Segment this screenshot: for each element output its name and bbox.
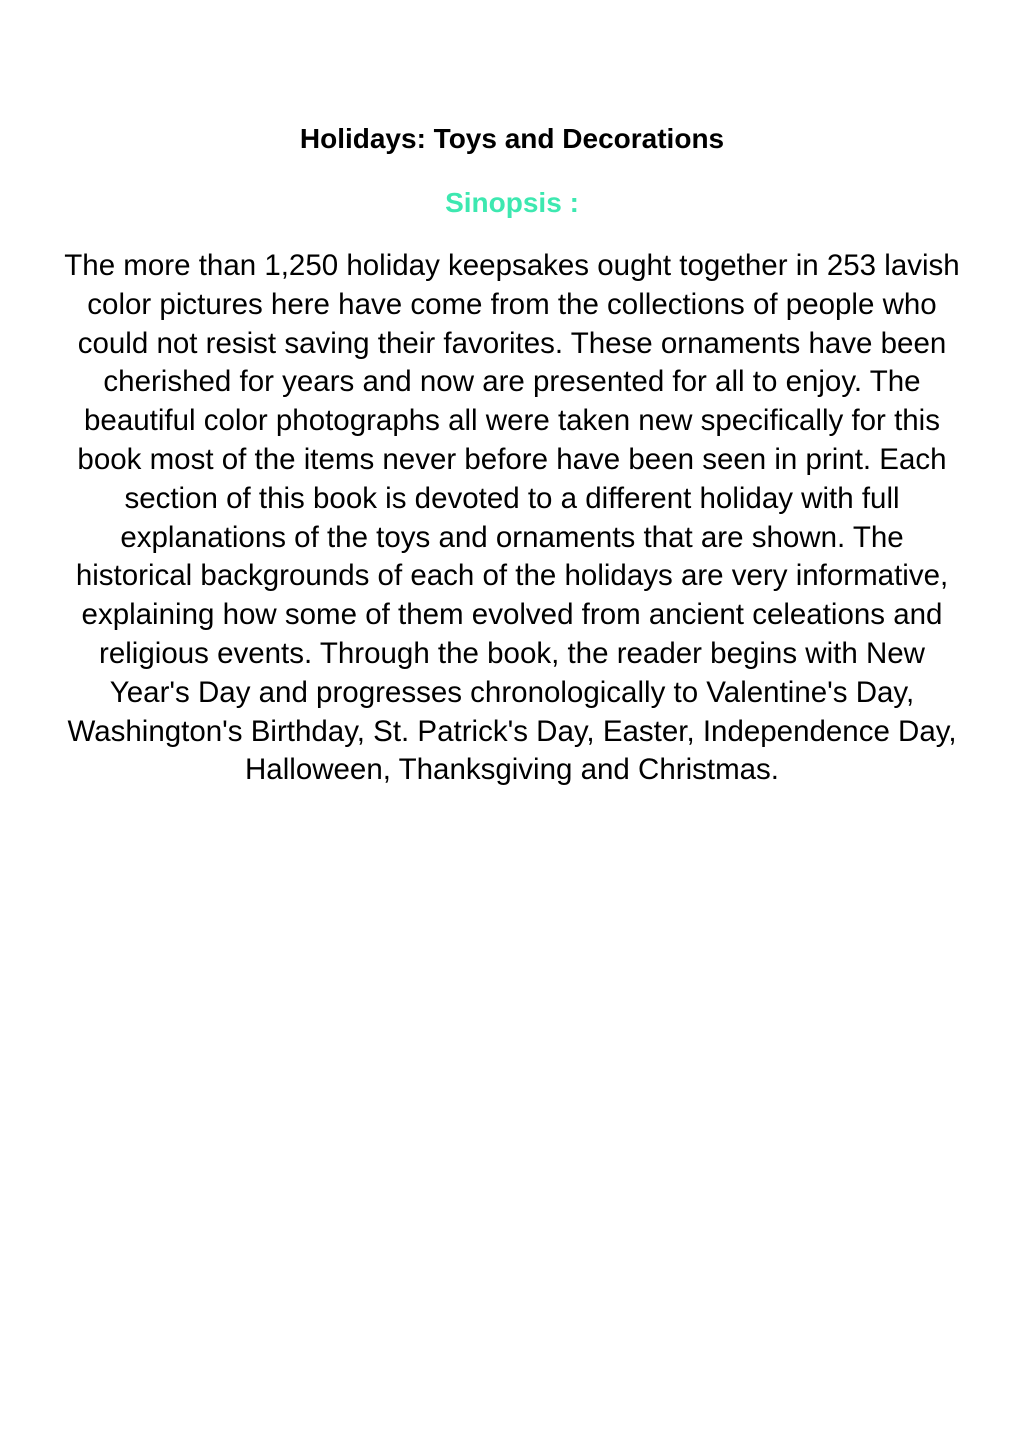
synopsis-text: The more than 1,250 holiday keepsakes ought together in 253 lavish color pictures here have come from the collections of people who could not resist saving their favorites. These ornaments have been cherished for years and now are presented for all to enjoy. The beautiful color photographs all were taken new specifically for this book most of the items never before have been seen in print. Each section of this book is devoted to a different holiday with full explanations of the toys and ornaments that are shown. The historical backgrounds of each of the holidays are very informative, explaining how some of them evolved from ancient celeations and religious events. Through the book, the reader begins with New Year's Day and progresses chronologically to Valentine's Day, Washington's Birthday, St. Patrick's Day, Easter, Independence Day, Halloween, Thanksgiving and Christmas. — [64, 249, 960, 787]
document-title: Holidays: Toys and Decorations — [299, 123, 725, 154]
synopsis-heading: Sinopsis : — [445, 187, 579, 218]
